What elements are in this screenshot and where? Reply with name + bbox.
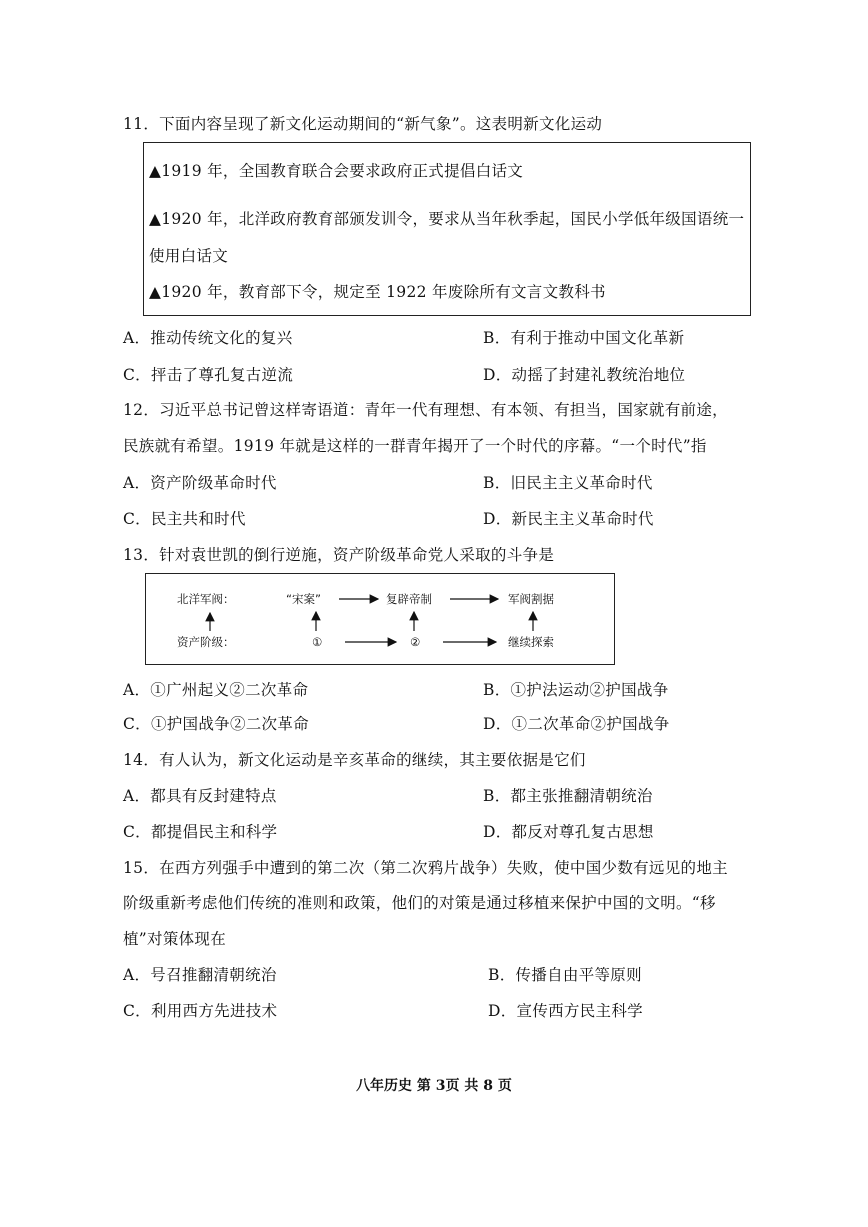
q13-option-b: B．①护法运动②护国战争	[483, 681, 669, 699]
q14-option-a: A．都具有反封建特点	[123, 787, 277, 805]
q13-option-c: C．①护国战争②二次革命	[123, 715, 309, 733]
q11-box-line-4: ▲1920 年，教育部下令，规定至 1922 年废除所有文言文教科书	[149, 283, 606, 301]
diagram-node-restore-monarchy: 复辟帝制	[386, 592, 432, 606]
q11-option-c: C．抨击了尊孔复古逆流	[123, 366, 294, 384]
diagram-row1-label: 北洋军阀：	[177, 592, 235, 606]
q15-option-a: A．号召推翻清朝统治	[123, 966, 277, 984]
q12-option-c: C．民主共和时代	[123, 510, 246, 528]
q13-option-d: D．①二次革命②护国战争	[483, 715, 670, 733]
q11-option-b: B．有利于推动中国文化革新	[483, 329, 685, 347]
q15-stem-line-1: 15．在西方列强手中遭到的第二次（第二次鸦片战争）失败，使中国少数有远见的地主	[123, 859, 728, 877]
q14-stem: 14．有人认为，新文化运动是辛亥革命的继续，其主要依据是它们	[123, 751, 586, 769]
diagram-node-continue-exploring: 继续探索	[508, 635, 554, 649]
q12-stem-line-1: 12．习近平总书记曾这样寄语道：青年一代有理想、有本领、有担当，国家就有前途，	[123, 401, 728, 419]
q12-stem-line-2: 民族就有希望。1919 年就是这样的一群青年揭开了一个时代的序幕。“一个时代”指	[123, 437, 707, 455]
q11-box-line-3: 使用白话文	[149, 247, 229, 265]
q15-option-c: C．利用西方先进技术	[123, 1002, 278, 1020]
q11-material-box	[143, 142, 751, 316]
q13-diagram-svg	[146, 574, 613, 663]
q14-option-d: D．都反对尊孔复古思想	[483, 823, 654, 841]
q12-option-b: B．旧民主主义革命时代	[483, 474, 653, 492]
q15-option-d: D．宣传西方民主科学	[488, 1002, 643, 1020]
diagram-blank-1: ①	[312, 635, 323, 649]
q11-option-a: A．推动传统文化的复兴	[123, 329, 293, 347]
q11-option-d: D．动摇了封建礼教统治地位	[483, 366, 686, 384]
diagram-row2-label: 资产阶级：	[177, 635, 235, 649]
q11-box-line-2: ▲1920 年，北洋政府教育部颁发训令，要求从当年秋季起，国民小学低年级国语统一	[149, 210, 745, 228]
q13-stem: 13．针对袁世凯的倒行逆施，资产阶级革命党人采取的斗争是	[123, 546, 555, 564]
q14-option-b: B．都主张推翻清朝统治	[483, 787, 653, 805]
diagram-node-song-case: “宋案”	[286, 592, 321, 606]
q11-box-line-1: ▲1919 年，全国教育联合会要求政府正式提倡白话文	[149, 162, 524, 180]
q11-stem: 11．下面内容呈现了新文化运动期间的“新气象”。这表明新文化运动	[123, 115, 603, 133]
diagram-blank-2: ②	[410, 635, 421, 649]
q12-option-a: A．资产阶级革命时代	[123, 474, 277, 492]
q15-stem-line-2: 阶级重新考虑他们传统的准则和政策，他们的对策是通过移植来保护中国的文明。“移	[123, 894, 716, 912]
q12-option-d: D．新民主主义革命时代	[483, 510, 654, 528]
page-footer: 八年历史 第 3页 共 8 页	[356, 1078, 512, 1094]
q13-option-a: A．①广州起义②二次革命	[123, 681, 309, 699]
diagram-node-warlord-division: 军阀割据	[508, 592, 554, 606]
q15-stem-line-3: 植”对策体现在	[123, 930, 227, 948]
q15-option-b: B．传播自由平等原则	[488, 966, 642, 984]
q14-option-c: C．都提倡民主和科学	[123, 823, 278, 841]
q13-diagram	[145, 573, 615, 665]
